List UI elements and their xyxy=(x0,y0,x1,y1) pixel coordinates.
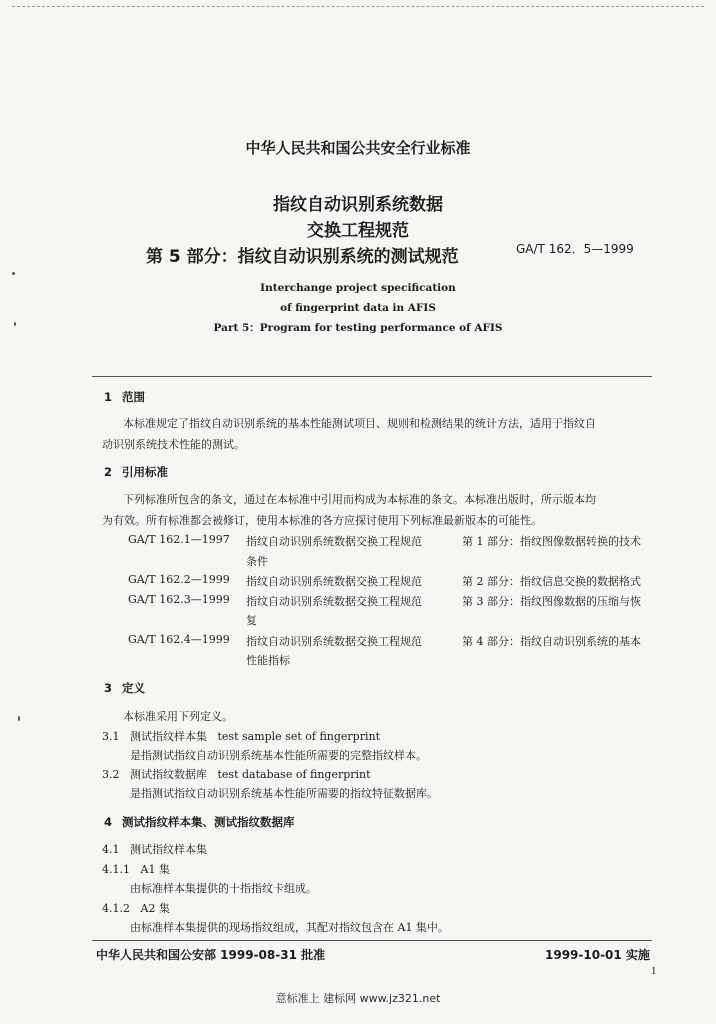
definition-3-2: 3.2 测试指纹数据库 test database of fingerprint xyxy=(102,768,371,781)
section-1-heading: 1 范围 xyxy=(104,390,145,404)
definition-3-2-text: 是指测试指纹自动识别系统基本性能所需要的指纹特征数据库。 xyxy=(130,787,438,800)
section-4-heading: 4 测试指纹样本集、测试指纹数据库 xyxy=(104,815,295,829)
section-1-text-line2: 动识别系统技术性能的测试。 xyxy=(102,438,245,451)
ref-code: GA/T 162.3—1999 xyxy=(128,593,230,606)
section-4-1-heading: 4.1 测试指纹样本集 xyxy=(102,843,207,856)
section-2-text-line1: 下列标准所包含的条文，通过在本标准中引用而构成为本标准的条文。本标准出版时，所示版本均 xyxy=(123,493,596,506)
section-3-heading: 3 定义 xyxy=(104,681,145,695)
effective-date: 1999-10-01 实施 xyxy=(545,948,650,962)
approval-date: 中华人民共和国公安部 1999-08-31 批准 xyxy=(96,948,326,962)
ref-part-cont: 性能指标 xyxy=(246,654,290,667)
section-2-text-line2: 为有效。所有标准都会被修订，使用本标准的各方应探讨使用下列标准最新版本的可能性。 xyxy=(102,514,542,527)
section-4-1-2-heading: 4.1.2 A2 集 xyxy=(102,902,170,915)
watermark: 意标准上 建标网 www.jz321.net xyxy=(275,992,441,1005)
scan-speck xyxy=(12,272,15,275)
org-standard-title: 中华人民共和国公共安全行业标准 xyxy=(245,139,471,157)
scan-speck xyxy=(18,716,20,721)
section-1-text-line1: 本标准规定了指纹自动识别系统的基本性能测试项目、规则和检测结果的统计方法，适用于指纹自 xyxy=(123,417,596,430)
ref-title: 指纹自动识别系统数据交换工程规范 xyxy=(246,595,422,608)
definition-3-1: 3.1 测试指纹样本集 test sample set of fingerprint xyxy=(102,730,381,743)
ref-part: 第 3 部分：指纹图像数据的压缩与恢 xyxy=(462,595,641,608)
ref-code: GA/T 162.1—1997 xyxy=(128,533,230,546)
ref-part-cont: 复 xyxy=(246,614,257,627)
ref-part: 第 2 部分：指纹信息交换的数据格式 xyxy=(462,575,641,588)
section-4-1-1-text: 由标准样本集提供的十指指纹卡组成。 xyxy=(130,882,317,895)
definition-3-1-text: 是指测试指纹自动识别系统基本性能所需要的完整指纹样本。 xyxy=(130,749,427,762)
footer-divider xyxy=(92,940,652,941)
section-2-heading: 2 引用标准 xyxy=(104,465,168,479)
page-number: 1 xyxy=(651,967,657,977)
section-3-intro: 本标准采用下列定义。 xyxy=(123,710,233,723)
ref-part: 第 1 部分：指纹图像数据转换的技术 xyxy=(462,535,641,548)
ref-title: 指纹自动识别系统数据交换工程规范 xyxy=(246,635,422,648)
standard-code: GA/T 162．5—1999 xyxy=(516,242,634,256)
title-line-1: 指纹自动识别系统数据 xyxy=(273,195,443,215)
english-title-1: Interchange project specification xyxy=(260,282,456,294)
section-4-1-2-text: 由标准样本集提供的现场指纹组成，其配对指纹包含在 A1 集中。 xyxy=(130,921,449,934)
ref-part: 第 4 部分：指纹自动识别系统的基本 xyxy=(462,635,641,648)
section-4-1-1-heading: 4.1.1 A1 集 xyxy=(102,863,170,876)
ref-part-cont: 条件 xyxy=(246,555,268,568)
ref-code: GA/T 162.2—1999 xyxy=(128,573,230,586)
ref-code: GA/T 162.4—1999 xyxy=(128,633,230,646)
ref-title: 指纹自动识别系统数据交换工程规范 xyxy=(246,575,422,588)
ref-title: 指纹自动识别系统数据交换工程规范 xyxy=(246,535,422,548)
english-title-2: of fingerprint data in AFIS xyxy=(280,302,436,314)
title-line-3: 第 5 部分：指纹自动识别系统的测试规范 xyxy=(146,247,459,267)
top-border xyxy=(12,6,704,7)
title-line-2: 交换工程规范 xyxy=(307,221,409,241)
header-divider xyxy=(92,376,652,377)
english-title-3: Part 5：Program for testing performance of AFIS xyxy=(213,322,503,334)
